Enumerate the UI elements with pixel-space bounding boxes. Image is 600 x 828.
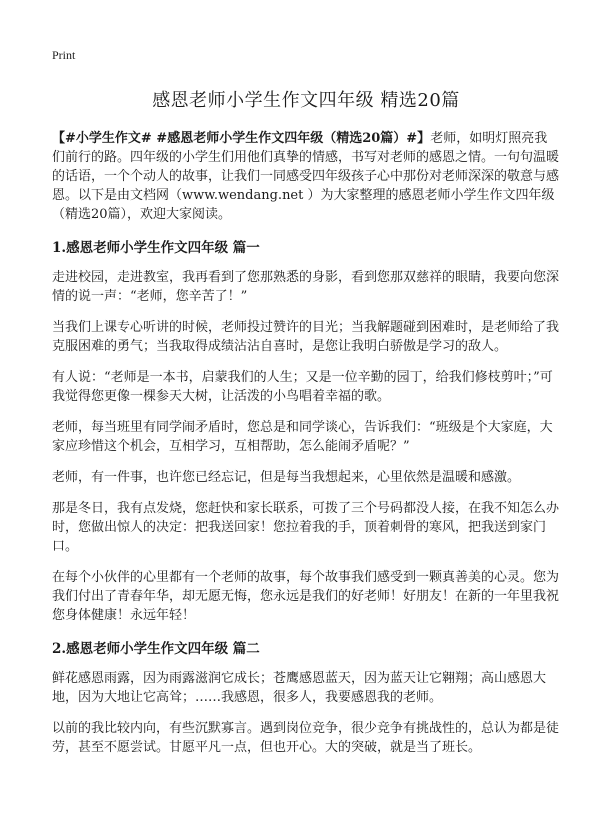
paragraph: 以前的我比较内向，有些沉默寡言。遇到岗位竞争，很少竞争有挑战性的，总认为都是徒劳，甚至不愿尝试。甘愿平凡一点，但也开心。大的突破，就是当了班长。	[52, 721, 560, 755]
paragraph: 在每个小伙伴的心里都有一个老师的故事，每个故事我们感受到一颗真善美的心灵。您为我们付出了青春年华，却无愿无悔，您永远是我们的好老师！好朋友！在新的一年里我祝您身体健康！永远年轻！	[52, 570, 560, 623]
print-link[interactable]: Print	[52, 48, 76, 62]
paragraph: 走进校园，走进教室，我再看到了您那熟悉的身影，看到您那双慈祥的眼睛，我要向您深情的说一声：“老师，您辛苦了！”	[52, 270, 560, 304]
intro-tag: 【#小学生作文# #感恩老师小学生作文四年级（精选20篇）#】	[52, 131, 431, 146]
paragraph: 当我们上课专心听讲的时候，老师投过赞许的目光；当我解题碰到困难时，是老师给了我克服困难的勇气；当我取得成绩沾沾自喜时，是您让我明白骄傲是学习的敌人。	[52, 320, 560, 354]
intro-text: 老师，如明灯照亮我们前行的路。四年级的小学生们用他们真挚的情感，书写对老师的感恩之情。一句句温暖的话语，一个个动人的故事，让我们一同感受四年级孩子心中那份对老师深深的敬意与感恩。以下是由文档网（www.wendang.net ）为大家整理的感恩老师小学生作文四年级（精选20篇），欢迎大家阅读。	[52, 131, 560, 222]
intro-paragraph	[52, 129, 560, 224]
paragraph: 老师，有一件事，也许您已经忘记，但是每当我想起来，心里依然是温暖和感激。	[52, 470, 521, 485]
paragraph: 那是冬日，我有点发烧，您赶快和家长联系，可拨了三个号码都没人接，在我不知怎么办时，您做出惊人的决定：把我送回家！您拉着我的手，顶着刺骨的寒风，把我送到家门口。	[52, 501, 560, 554]
section-heading-1: 1.感恩老师小学生作文四年级 篇一	[52, 240, 260, 256]
section-heading-2: 2.感恩老师小学生作文四年级 篇二	[52, 641, 260, 657]
page-title: 感恩老师小学生作文四年级 精选20篇	[152, 90, 460, 111]
paragraph: 老师，每当班里有同学闹矛盾时，您总是和同学谈心，告诉我们：“班级是个大家庭，大家应珍惜这个机会，互相学习，互相帮助，怎么能闹矛盾呢？”	[52, 420, 553, 454]
paragraph: 鲜花感恩雨露，因为雨露滋润它成长；苍鹰感恩蓝天，因为蓝天让它翱翔；高山感恩大地，因为大地让它高耸；……我感恩，很多人，我要感恩我的老师。	[52, 671, 547, 705]
paragraph: 有人说：“老师是一本书，启蒙我们的人生；又是一位辛勤的园丁，给我们修枝剪叶；”可我觉得您更像一棵参天大树，让活泼的小鸟唱着幸福的歌。	[52, 370, 553, 404]
